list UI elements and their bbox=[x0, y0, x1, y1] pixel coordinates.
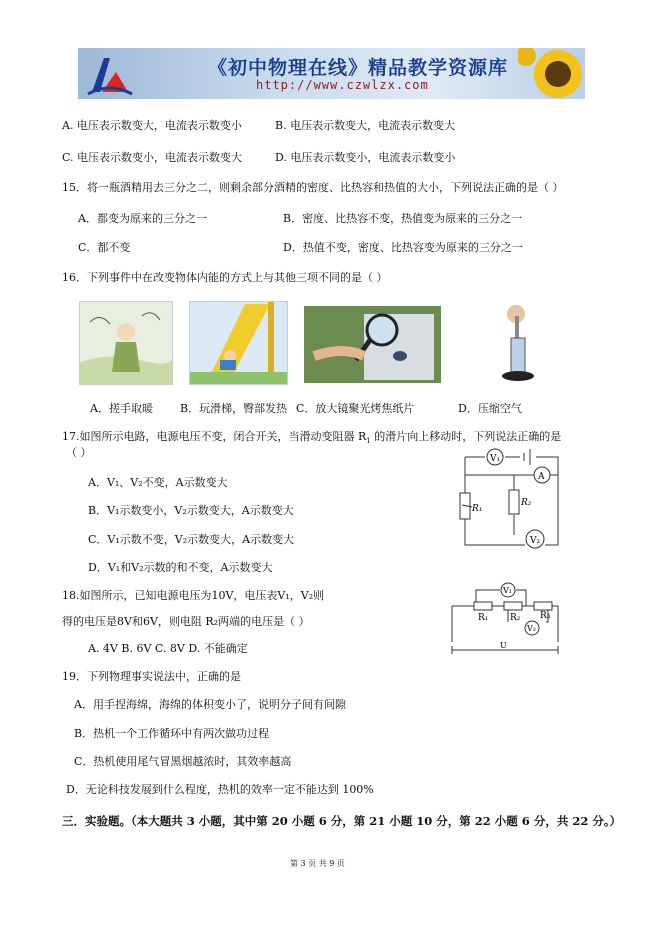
q18-v2-label: V₂ bbox=[527, 624, 536, 633]
q17-r2-label: R₂ bbox=[521, 498, 532, 508]
q15-option-a: A．都变为原来的三分之一 bbox=[78, 212, 207, 225]
q14-option-d: D. 电压表示数变小，电流表示数变小 bbox=[275, 151, 456, 164]
q16-caption-c: C．放大镜聚光烤焦纸片 bbox=[296, 402, 415, 415]
q15-option-d: D．热值不变，密度、比热容变为原来的三分之一 bbox=[283, 241, 523, 254]
q19-option-b: B．热机一个工作循环中有两次做功过程 bbox=[74, 727, 270, 740]
q16-image-slide bbox=[189, 301, 288, 385]
sunflower-icon bbox=[518, 48, 585, 99]
q17-v2-label: V₂ bbox=[530, 536, 541, 546]
banner-url: http://www.czwlzx.com bbox=[256, 78, 429, 92]
q17-option-a: A．V₁、V₂不变，A示数变大 bbox=[88, 476, 228, 489]
q14-option-a: A. 电压表示数变大，电流表示数变小 bbox=[62, 119, 242, 132]
q17-v1-label: V₁ bbox=[490, 454, 501, 464]
q16-stem: 16．下列事件中在改变物体内能的方式上与其他三项不同的是（ ） bbox=[62, 271, 388, 284]
q18-options: A. 4V B. 6V C. 8V D. 不能确定 bbox=[88, 642, 248, 655]
q15-option-c: C．都不变 bbox=[78, 241, 131, 254]
q19-option-c: C．热机使用尾气冒黑烟越浓时，其效率越高 bbox=[74, 755, 292, 768]
q19-stem: 19．下列物理事实说法中，正确的是 bbox=[62, 670, 241, 683]
q18-u-label: U bbox=[500, 641, 507, 650]
q16-caption-d: D．压缩空气 bbox=[458, 402, 522, 415]
section-3-heading: 三．实验题。（本大题共 3 小题，其中第 20 小题 6 分，第 21 小题 10 分，第 22 小题 6 分，共 22 分。） bbox=[62, 814, 622, 828]
q17-circuit-diagram bbox=[450, 445, 565, 550]
banner-title: 《初中物理在线》精品教学资源库 bbox=[208, 57, 509, 79]
q18-circuit-diagram bbox=[448, 576, 568, 656]
q18-line2: 得的电压是8V和6V，则电阻 R₂两端的电压是（ ） bbox=[62, 615, 310, 628]
q17-stem-line1: 17.如图所示电路，电源电压不变，闭合开关，当滑动变阻器 $R_1$ 的滑片向上移动时，下列说法正确的是 bbox=[62, 430, 562, 446]
q16-image-air-compression bbox=[494, 302, 544, 384]
q15-stem: 15．将一瓶酒精用去三分之二，则剩余部分酒精的密度、比热容和热值的大小，下列说法正确的是（ ） bbox=[62, 181, 564, 194]
q18-v1-label: V₁ bbox=[503, 586, 512, 595]
q18-r2-label: R₂ bbox=[510, 613, 521, 623]
q18-r1-label: R₁ bbox=[478, 613, 489, 623]
q14-option-c: C. 电压表示数变小，电流表示数变大 bbox=[62, 151, 243, 164]
q17-r1-label: R₁ bbox=[472, 504, 483, 514]
page-footer: 第 3 页 共 9 页 bbox=[290, 859, 345, 868]
q17-option-c: C．V₁示数不变，V₂示数变大，A示数变大 bbox=[88, 533, 295, 546]
q17-option-d: D．V₁和V₂示数的和不变，A示数变大 bbox=[88, 561, 273, 574]
q18-r3-label: R₃ bbox=[540, 611, 551, 621]
q17-option-b: B．V₁示数变小，V₂示数变大，A示数变大 bbox=[88, 504, 294, 517]
q16-caption-b: B．玩滑梯，臀部发热 bbox=[180, 402, 288, 415]
q17-stem-line2: （ ） bbox=[66, 446, 92, 459]
q14-option-b: B. 电压表示数变大，电流表示数变大 bbox=[275, 119, 456, 132]
q17-a-label: A bbox=[538, 472, 545, 482]
header-banner bbox=[78, 48, 585, 99]
q16-caption-a: A．搓手取暖 bbox=[90, 402, 153, 415]
q16-image-rubbing-hands bbox=[79, 301, 173, 385]
q19-option-d: D．无论科技发展到什么程度，热机的效率一定不能达到 100% bbox=[66, 783, 374, 796]
q18-line1: 18.如图所示，已知电源电压为10V，电压表V₁，V₂则 bbox=[62, 589, 325, 602]
q16-image-magnifier bbox=[304, 306, 441, 383]
q19-option-a: A．用手捏海绵，海绵的体积变小了，说明分子间有间隙 bbox=[74, 698, 346, 711]
q15-option-b: B．密度、比热容不变，热值变为原来的三分之一 bbox=[283, 212, 523, 225]
logo-icon bbox=[84, 52, 134, 96]
